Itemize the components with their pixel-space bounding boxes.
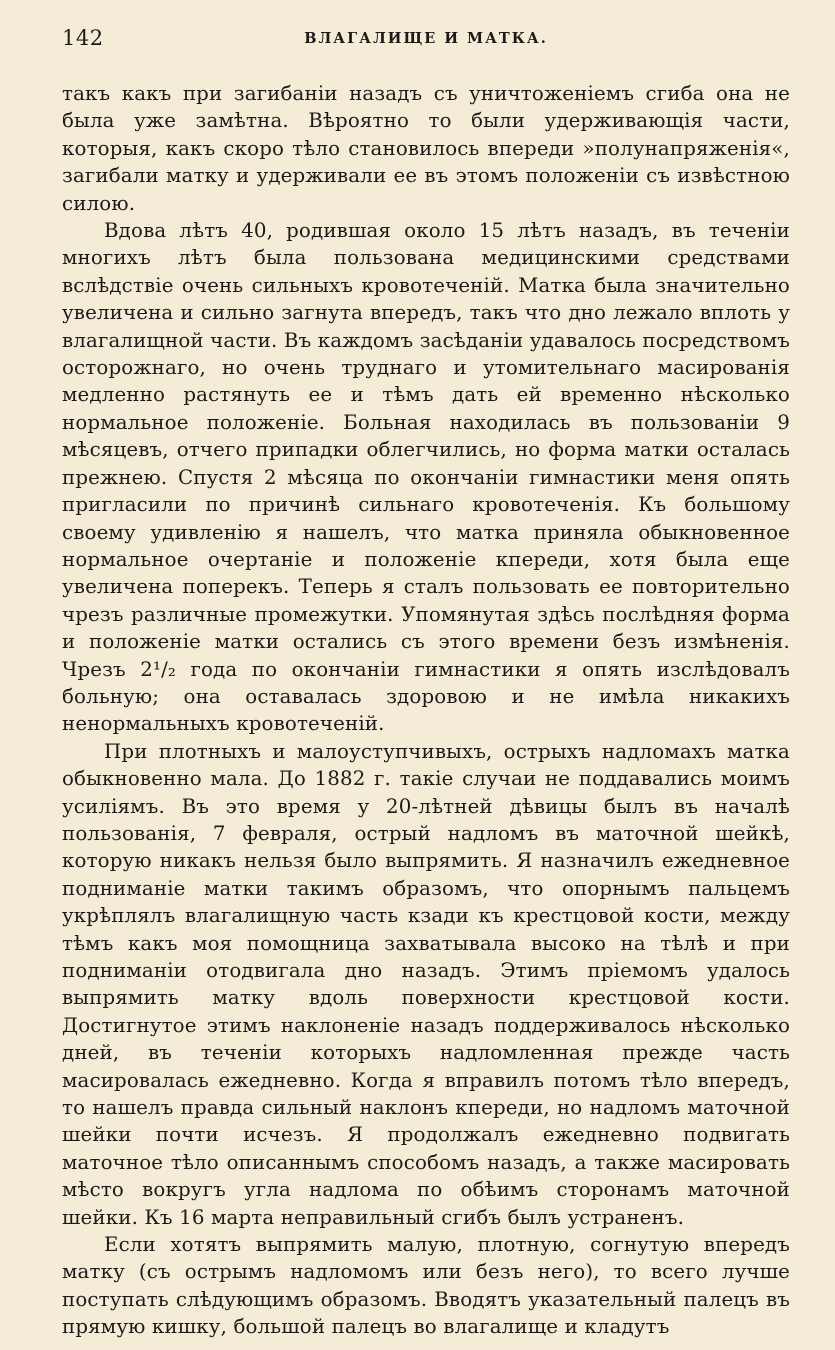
running-title: ВЛАГАЛИЩЕ И МАТКА.: [304, 30, 548, 47]
running-head: [62, 22, 790, 62]
paragraph-acute-flexion: При плотныхъ и малоуступчивыхъ, острыхъ надломахъ матка обыкновенно мала. До 1882 г. такіе случаи не поддавались моимъ усиліямъ. Въ это время у 20-лѣтней дѣвицы былъ въ началѣ пользованія, 7 февраля, острый надломъ въ маточной шейкѣ, которую никакъ нельзя было выпрямить. Я назначилъ ежедневное подниманіе матки такимъ образомъ, что опорнымъ пальцемъ укрѣплялъ влагалищную часть кзади къ крестцовой кости, между тѣмъ какъ моя помощница захватывала высоко на тѣлѣ и при подниманіи отодвигала дно назадъ. Этимъ пріемомъ удалось выпрямить матку вдоль поверхности крестцовой кости. Достигнутое этимъ наклоненіе назадъ поддерживалось нѣсколько дней, въ теченіи которыхъ надломленная прежде часть масировалась ежедневно. Когда я вправилъ потомъ тѣло впередъ, то нашелъ правда сильный наклонъ кпереди, но надломъ маточной шейки почти исчезъ. Я продолжалъ ежедневно подвигать маточное тѣло описаннымъ способомъ назадъ, а также масировать мѣсто вокругъ угла надлома по обѣимъ сторонамъ маточной шейки. Къ 16 марта неправильный сгибъ былъ устраненъ.: [62, 739, 790, 1229]
paragraph-continuation: такъ какъ при загибаніи назадъ съ уничтоженіемъ сгиба она не была уже замѣтна. Вѣроятно то были удерживающія части, которыя, какъ скоро тѣло становилось впереди »полунапряженія«, загибали матку и удерживали ее въ этомъ положеніи съ извѣстною силою.: [62, 82, 790, 215]
book-page: [62, 22, 790, 1339]
body-text: [62, 80, 790, 1341]
page-number: 142: [62, 26, 104, 50]
paragraph-method: Если хотятъ выпрямить малую, плотную, согнутую впередъ матку (съ острымъ надломомъ или безъ него), то всего лучше поступать слѣдующимъ образомъ. Вводятъ указательный палецъ въ прямую кишку, большой палецъ во влагалище и кладутъ: [62, 1233, 790, 1339]
paragraph-widow-case: Вдова лѣтъ 40, родившая около 15 лѣтъ назадъ, въ теченіи многихъ лѣтъ была пользована медицинскими средствами вслѣдствіе очень сильныхъ кровотеченій. Матка была значительно увеличена и сильно загнута впередъ, такъ что дно лежало вплоть у влагалищной части. Въ каждомъ засѣданіи удавалось посредствомъ осторожнаго, но очень труднаго и утомительнаго масированія медленно растянуть ее и тѣмъ дать ей временно нѣсколько нормальное положеніе. Больная находилась въ пользованіи 9 мѣсяцевъ, отчего припадки облегчились, но форма матки осталась прежнею. Спустя 2 мѣсяца по окончаніи гимнастики меня опять пригласили по причинѣ сильнаго кровотеченія. Къ большому своему удивленію я нашелъ, что матка приняла обыкновенное нормальное очертаніе и положеніе кпереди, хотя была еще увеличена поперекъ. Теперь я сталъ пользовать ее повторительно чрезъ различные промежутки. Упомянутая здѣсь послѣдняя форма и положеніе матки остались съ этого времени безъ измѣненія. Чрезъ 2¹/₂ года по окончаніи гимнастики я опять изслѣдовалъ больную; она оставалась здоровою и не имѣла никакихъ ненормальныхъ кровотеченій.: [62, 219, 790, 736]
